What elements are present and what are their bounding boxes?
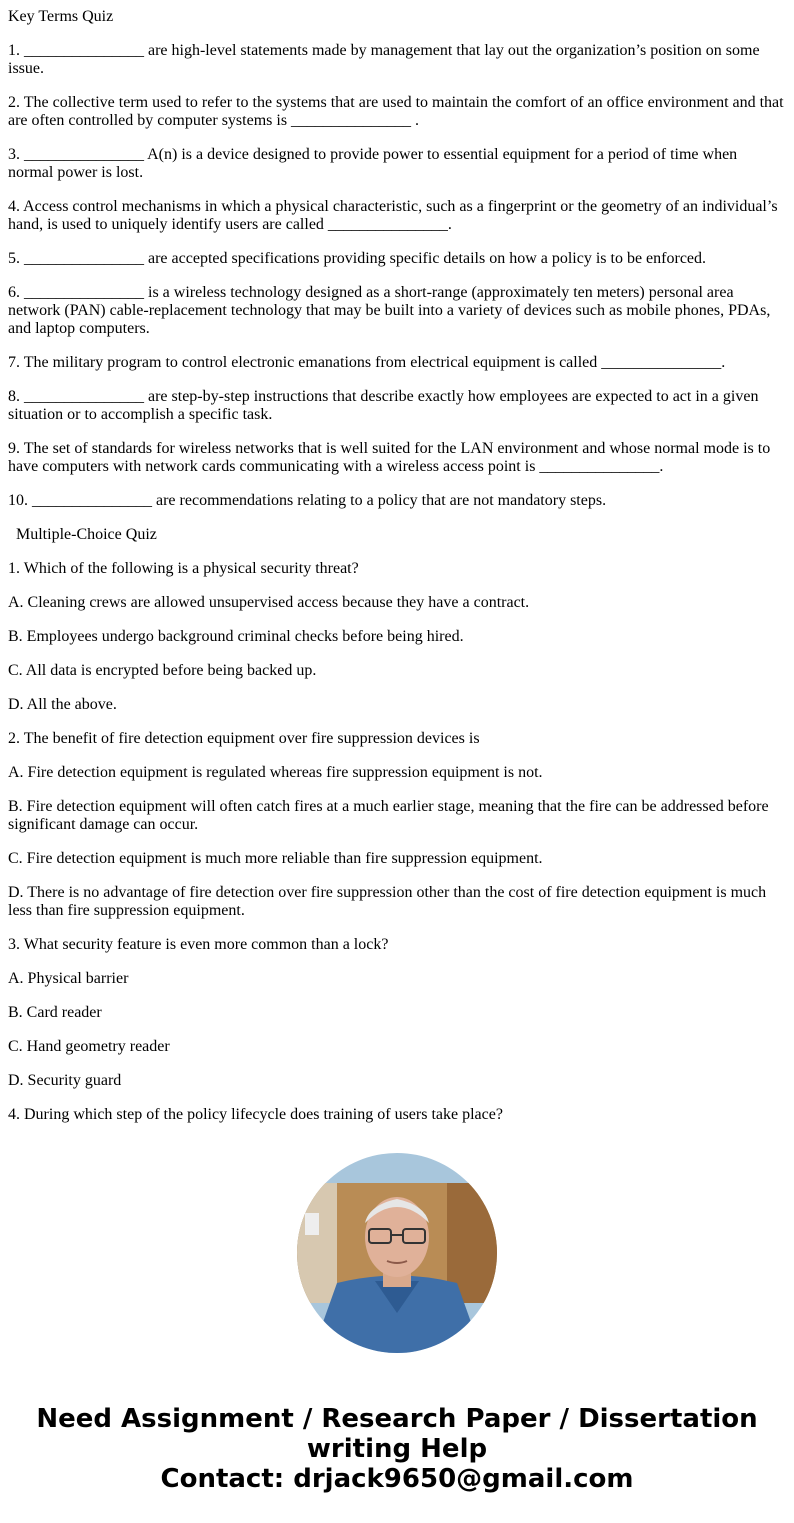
portrait-illustration: [297, 1153, 497, 1353]
promo-contact: Contact: drjack9650@gmail.com: [160, 1464, 634, 1494]
mcq-title: Multiple-Choice Quiz: [16, 526, 157, 543]
document-body: [8, 8, 786, 1140]
key-term-item: 10. _______________ are recommendations relating to a policy that are not mandatory steps.: [8, 492, 607, 509]
key-term-item: 3. _______________ A(n) is a device designed to provide power to essential equipment for a period of time when normal power is lost.: [8, 146, 738, 181]
mcq-option: B. Fire detection equipment will often catch fires at a much earlier stage, meaning that the fire can be addressed before significant damage can occur.: [8, 798, 769, 833]
promo-line: Need Assignment / Research Paper / Dissertation: [36, 1404, 758, 1434]
mcq-option: C. Fire detection equipment is much more reliable than fire suppression equipment.: [8, 850, 543, 867]
key-term-item: 5. _______________ are accepted specifications providing specific details on how a policy is to be enforced.: [8, 250, 707, 267]
key-term-item: 1. _______________ are high-level statements made by management that lay out the organization’s position on some issue.: [8, 42, 760, 77]
key-term-item: 8. _______________ are step-by-step instructions that describe exactly how employees are expected to act in a given situation or to accomplish a specific task.: [8, 388, 759, 423]
mcq-question: 2. The benefit of fire detection equipment over fire suppression devices is: [8, 730, 480, 747]
promo-banner: [0, 1404, 794, 1494]
mcq-option: B. Employees undergo background criminal checks before being hired.: [8, 628, 464, 645]
author-photo: [297, 1153, 497, 1353]
key-term-item: 6. _______________ is a wireless technology designed as a short-range (approximately ten meters) personal area network (PAN) cable-replacement technology that may be built into a variety of devices such as mobile phones, PDAs, and laptop computers.: [8, 284, 771, 337]
mcq-question: 4. During which step of the policy lifecycle does training of users take place?: [8, 1106, 503, 1123]
mcq-option: D. There is no advantage of fire detection over fire suppression other than the cost of fire detection equipment is much less than fire suppression equipment.: [8, 884, 767, 919]
key-term-item: 4. Access control mechanisms in which a physical characteristic, such as a fingerprint or the geometry of an individual’s hand, is used to uniquely identify users are called _______________.: [8, 198, 778, 233]
mcq-option: C. Hand geometry reader: [8, 1038, 170, 1055]
promo-line: writing Help: [306, 1434, 488, 1464]
mcq-option: D. Security guard: [8, 1072, 122, 1089]
key-term-item: 7. The military program to control electronic emanations from electrical equipment is called _______________.: [8, 354, 726, 371]
mcq-option: A. Fire detection equipment is regulated whereas fire suppression equipment is not.: [8, 764, 543, 781]
mcq-option: A. Physical barrier: [8, 970, 129, 987]
key-terms-title: Key Terms Quiz: [8, 8, 114, 25]
key-term-item: 9. The set of standards for wireless networks that is well suited for the LAN environment and whose normal mode is to have computers with network cards communicating with a wireless access point is _______________.: [8, 440, 771, 475]
mcq-question: 3. What security feature is even more common than a lock?: [8, 936, 389, 953]
mcq-question: 1. Which of the following is a physical security threat?: [8, 560, 359, 577]
mcq-option: C. All data is encrypted before being backed up.: [8, 662, 317, 679]
mcq-option: A. Cleaning crews are allowed unsupervised access because they have a contract.: [8, 594, 530, 611]
mcq-option: B. Card reader: [8, 1004, 102, 1021]
key-term-item: 2. The collective term used to refer to the systems that are used to maintain the comfort of an office environment and that are often controlled by computer systems is _______________ .: [8, 94, 784, 129]
mcq-option: D. All the above.: [8, 696, 117, 713]
